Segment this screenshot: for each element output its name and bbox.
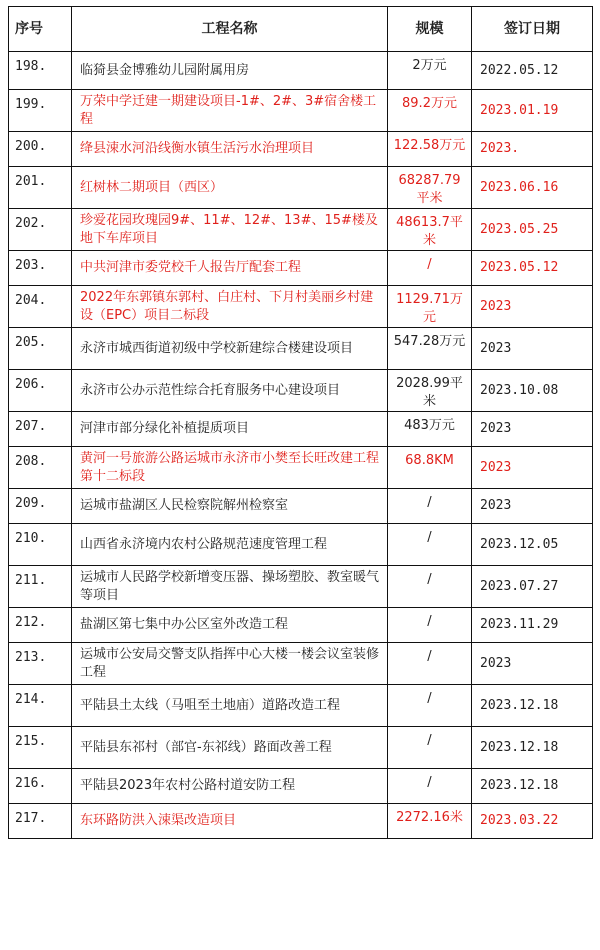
row-seq: 200. [9, 132, 72, 167]
table-row [9, 804, 593, 839]
row-project-name: 平陆县2023年农村公路村道安防工程 [72, 769, 388, 804]
table-row [9, 52, 593, 90]
row-seq: 202. [9, 209, 72, 251]
table-row [9, 643, 593, 685]
row-sign-date: 2023 [472, 447, 593, 489]
row-project-name: 平陆县东祁村（部官-东祁线）路面改善工程 [72, 727, 388, 769]
table-row [9, 328, 593, 370]
row-project-name: 黄河一号旅游公路运城市永济市小樊至长旺改建工程第十二标段 [72, 447, 388, 489]
row-scale: 547.28万元 [388, 328, 472, 370]
row-sign-date: 2023 [472, 328, 593, 370]
row-sign-date: 2023 [472, 643, 593, 685]
row-scale: 68.8KM [388, 447, 472, 489]
row-sign-date: 2023.12.05 [472, 524, 593, 566]
table-row [9, 90, 593, 132]
row-seq: 207. [9, 412, 72, 447]
row-seq: 215. [9, 727, 72, 769]
row-seq: 208. [9, 447, 72, 489]
row-sign-date: 2023. [472, 132, 593, 167]
row-sign-date: 2023.05.25 [472, 209, 593, 251]
row-scale: / [388, 643, 472, 685]
row-scale: / [388, 566, 472, 608]
row-seq: 209. [9, 489, 72, 524]
row-project-name: 绛县涑水河沿线衡水镇生活污水治理项目 [72, 132, 388, 167]
project-table [8, 6, 593, 839]
project-table-container [8, 6, 592, 839]
row-scale: / [388, 489, 472, 524]
table-row [9, 167, 593, 209]
row-seq: 198. [9, 52, 72, 90]
row-sign-date: 2023.05.12 [472, 251, 593, 286]
row-scale: 1129.71万元 [388, 286, 472, 328]
table-row [9, 251, 593, 286]
row-project-name: 万荣中学迁建一期建设项目-1#、2#、3#宿舍楼工程 [72, 90, 388, 132]
row-project-name: 临猗县金博雅幼儿园附属用房 [72, 52, 388, 90]
header-scale: 规模 [388, 7, 472, 52]
row-seq: 199. [9, 90, 72, 132]
table-row [9, 447, 593, 489]
row-seq: 210. [9, 524, 72, 566]
row-scale: / [388, 727, 472, 769]
row-sign-date: 2023.12.18 [472, 685, 593, 727]
table-row [9, 489, 593, 524]
row-sign-date: 2023.12.18 [472, 727, 593, 769]
table-row [9, 286, 593, 328]
row-sign-date: 2023.10.08 [472, 370, 593, 412]
row-seq: 213. [9, 643, 72, 685]
row-scale: 2028.99平米 [388, 370, 472, 412]
row-sign-date: 2023.07.27 [472, 566, 593, 608]
row-seq: 204. [9, 286, 72, 328]
row-sign-date: 2023 [472, 412, 593, 447]
row-seq: 201. [9, 167, 72, 209]
row-project-name: 中共河津市委党校千人报告厅配套工程 [72, 251, 388, 286]
table-row [9, 209, 593, 251]
row-scale: / [388, 685, 472, 727]
row-scale: / [388, 251, 472, 286]
row-scale: 122.58万元 [388, 132, 472, 167]
table-row [9, 412, 593, 447]
header-seq: 序号 [9, 7, 72, 52]
table-row [9, 524, 593, 566]
row-seq: 205. [9, 328, 72, 370]
row-seq: 206. [9, 370, 72, 412]
header-name: 工程名称 [72, 7, 388, 52]
table-row [9, 685, 593, 727]
row-scale: 48613.7平米 [388, 209, 472, 251]
row-sign-date: 2023.12.18 [472, 769, 593, 804]
row-project-name: 山西省永济境内农村公路规范速度管理工程 [72, 524, 388, 566]
row-sign-date: 2023 [472, 286, 593, 328]
row-project-name: 平陆县土太线（马咀至土地庙）道路改造工程 [72, 685, 388, 727]
table-row [9, 566, 593, 608]
table-header-row [9, 7, 593, 52]
row-seq: 203. [9, 251, 72, 286]
row-scale: 89.2万元 [388, 90, 472, 132]
row-project-name: 红树林二期项目（西区） [72, 167, 388, 209]
table-row [9, 370, 593, 412]
table-row [9, 727, 593, 769]
table-row [9, 132, 593, 167]
header-date: 签订日期 [472, 7, 593, 52]
row-sign-date: 2023.11.29 [472, 608, 593, 643]
row-sign-date: 2023.01.19 [472, 90, 593, 132]
row-project-name: 东环路防洪入涑渠改造项目 [72, 804, 388, 839]
row-scale: / [388, 608, 472, 643]
row-sign-date: 2023.06.16 [472, 167, 593, 209]
row-scale: 68287.79平米 [388, 167, 472, 209]
row-project-name: 运城市盐湖区人民检察院解州检察室 [72, 489, 388, 524]
row-project-name: 永济市公办示范性综合托育服务中心建设项目 [72, 370, 388, 412]
row-scale: / [388, 769, 472, 804]
row-project-name: 运城市人民路学校新增变压器、操场塑胶、教室暖气等项目 [72, 566, 388, 608]
row-project-name: 2022年东郭镇东郭村、白庄村、下月村美丽乡村建设（EPC）项目二标段 [72, 286, 388, 328]
row-scale: 2272.16米 [388, 804, 472, 839]
row-scale: / [388, 524, 472, 566]
row-sign-date: 2023 [472, 489, 593, 524]
row-scale: 2万元 [388, 52, 472, 90]
row-project-name: 珍爱花园玫瑰园9#、11#、12#、13#、15#楼及地下车库项目 [72, 209, 388, 251]
row-project-name: 永济市城西街道初级中学校新建综合楼建设项目 [72, 328, 388, 370]
row-sign-date: 2023.03.22 [472, 804, 593, 839]
row-seq: 211. [9, 566, 72, 608]
row-seq: 212. [9, 608, 72, 643]
table-row [9, 769, 593, 804]
row-project-name: 盐湖区第七集中办公区室外改造工程 [72, 608, 388, 643]
table-row [9, 608, 593, 643]
row-sign-date: 2022.05.12 [472, 52, 593, 90]
row-project-name: 运城市公安局交警支队指挥中心大楼一楼会议室装修工程 [72, 643, 388, 685]
row-seq: 217. [9, 804, 72, 839]
row-seq: 216. [9, 769, 72, 804]
table-body [9, 52, 593, 839]
row-seq: 214. [9, 685, 72, 727]
row-project-name: 河津市部分绿化补植提质项目 [72, 412, 388, 447]
row-scale: 483万元 [388, 412, 472, 447]
